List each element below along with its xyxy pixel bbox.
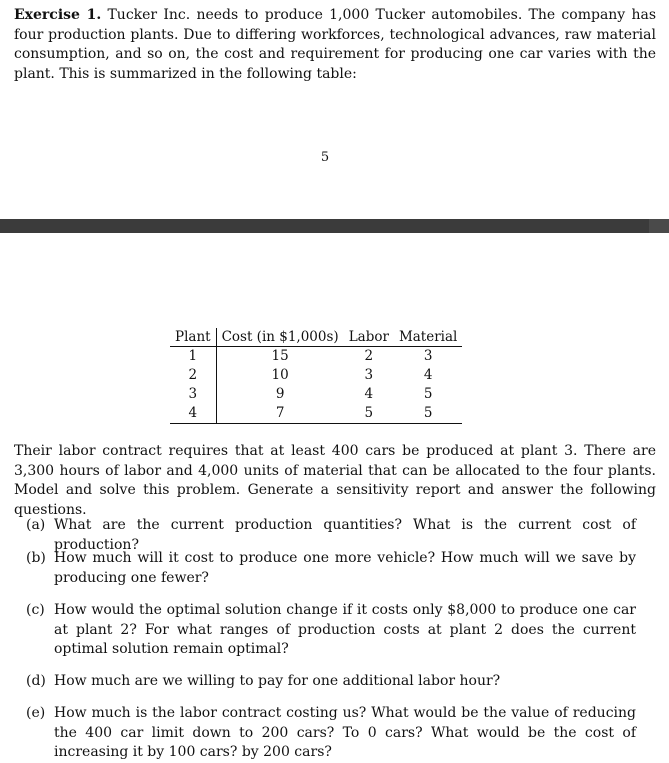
question-text: What are the current production quantities? What is the current cost of production? — [54, 517, 636, 553]
page-break-edge — [649, 219, 669, 233]
table-cell: 4 — [170, 404, 216, 424]
table-cell: 10 — [271, 367, 289, 383]
table-cell: 7 — [216, 404, 344, 424]
problem-body: Their labor contract requires that at least 400 cars be produced at plant 3. There are 3,300 hours of labor and 4,000 units of material that can be allocated to the four plants. Model and solve this problem. Generate a sensitivity report and answer the following questions. — [14, 443, 656, 518]
exercise-intro-text: Tucker Inc. needs to produce 1,000 Tucker automobiles. The company has four production plants. Due to differing workforces, technological advances, raw material consumption, and so on, the cost and requirement for producing one car varies with the plant. This is summarized in the following table: — [14, 7, 657, 82]
question-tag: (d) — [26, 673, 46, 689]
question-text: How much are we willing to pay for one additional labor hour? — [54, 673, 501, 689]
question-tag: (e) — [26, 705, 46, 721]
col-header-cost: Cost (in $1,000s) — [216, 328, 344, 347]
question-tag: (a) — [26, 517, 46, 533]
table-cell: 4 — [423, 367, 433, 383]
question-tag: (c) — [26, 602, 45, 618]
table-cell: 2 — [170, 366, 216, 385]
plant-table — [170, 328, 462, 424]
table-row — [170, 366, 462, 385]
question-b — [26, 549, 636, 588]
page-break-bar — [0, 219, 669, 233]
table-cell: 5 — [344, 404, 394, 424]
col-header-labor: Labor — [344, 328, 394, 347]
table-cell: 4 — [364, 386, 374, 402]
table-cell: 1 — [170, 347, 216, 367]
exercise-label: Exercise 1. — [14, 7, 102, 23]
col-header-plant: Plant — [170, 328, 216, 347]
table-cell: 2 — [364, 348, 374, 364]
question-d — [26, 672, 636, 692]
question-c — [26, 601, 636, 660]
table-row — [170, 385, 462, 404]
col-header-material: Material — [394, 328, 462, 347]
question-text: How would the optimal solution change if it costs only $8,000 to produce one car at plant 2? For what ranges of production costs at plant 2 does the current optimal solution remain optimal? — [54, 602, 636, 657]
table-row — [170, 404, 462, 424]
question-text: How much is the labor contract costing us? What would be the value of reducing the 400 car limit down to 200 cars? To 0 cars? What would be the cost of increasing it by 100 cars? by 200 cars? — [54, 705, 636, 760]
question-e — [26, 704, 636, 763]
question-text: How much will it cost to produce one more vehicle? How much will we save by producing one fewer? — [54, 550, 636, 586]
table-row — [170, 347, 462, 367]
question-tag: (b) — [26, 550, 46, 566]
table-cell: 5 — [423, 386, 433, 402]
table-header-row — [170, 328, 462, 347]
table-cell: 15 — [271, 348, 289, 364]
table-cell: 3 — [423, 348, 433, 364]
exercise-intro — [14, 6, 656, 84]
table-cell: 3 — [170, 385, 216, 404]
table-cell: 3 — [364, 367, 374, 383]
table-cell: 5 — [394, 404, 462, 424]
page-number: 5 — [320, 150, 330, 165]
table-cell: 9 — [275, 386, 285, 402]
